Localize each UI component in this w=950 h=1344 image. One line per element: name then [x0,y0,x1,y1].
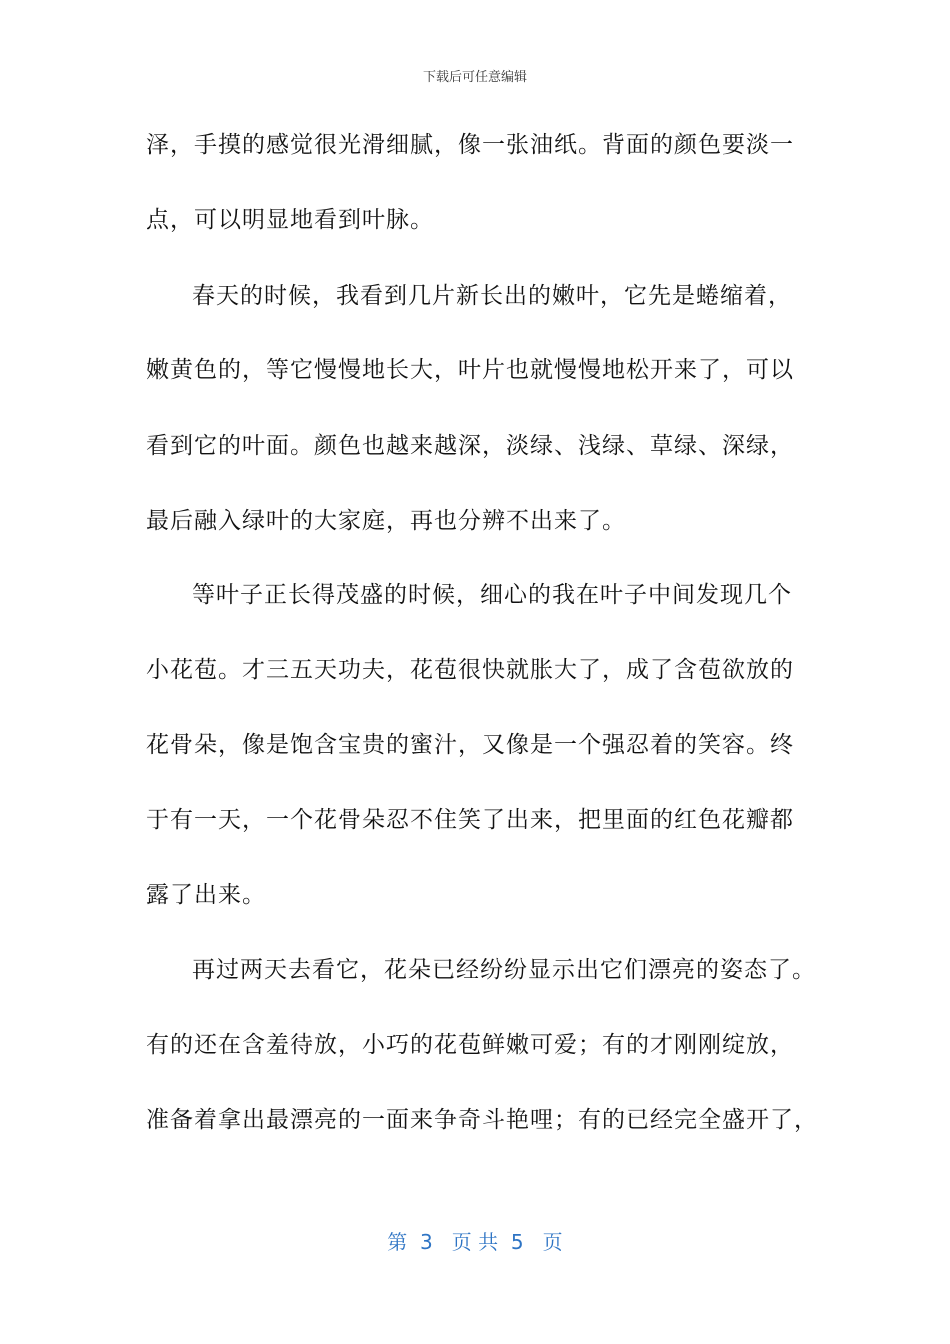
body-line: 小花苞。才三五天功夫，花苞很快就胀大了，成了含苞欲放的 [146,657,794,683]
page-header: 下载后可任意编辑 [422,70,527,85]
body-line: 花骨朵，像是饱含宝贵的蜜汁，又像是一个强忍着的笑容。终 [146,732,794,758]
body-line: 准备着拿出最漂亮的一面来争奇斗艳哩；有的已经完全盛开了， [146,1107,818,1133]
body-line: 嫩黄色的，等它慢慢地长大，叶片也就慢慢地松开来了，可以 [146,357,794,383]
body-line: 再过两天去看它，花朵已经纷纷显示出它们漂亮的姿态了。 [192,957,816,983]
body-line: 春天的时候，我看到几片新长出的嫩叶，它先是蜷缩着， [192,283,792,309]
body-line: 于有一天，一个花骨朵忍不住笑了出来，把里面的红色花瓣都 [146,807,794,833]
body-line: 点，可以明显地看到叶脉。 [146,207,434,233]
page-footer: 第 3 页 共 5 页 [387,1230,563,1254]
body-line: 等叶子正长得茂盛的时候，细心的我在叶子中间发现几个 [192,582,792,608]
body-line: 看到它的叶面。颜色也越来越深，淡绿、浅绿、草绿、深绿， [146,433,794,459]
body-line: 有的还在含羞待放，小巧的花苞鲜嫩可爱；有的才刚刚绽放， [146,1032,794,1058]
body-line: 最后融入绿叶的大家庭，再也分辨不出来了。 [146,508,626,534]
body-line: 泽，手摸的感觉很光滑细腻，像一张油纸。背面的颜色要淡一 [146,132,794,158]
body-line: 露了出来。 [146,882,266,908]
